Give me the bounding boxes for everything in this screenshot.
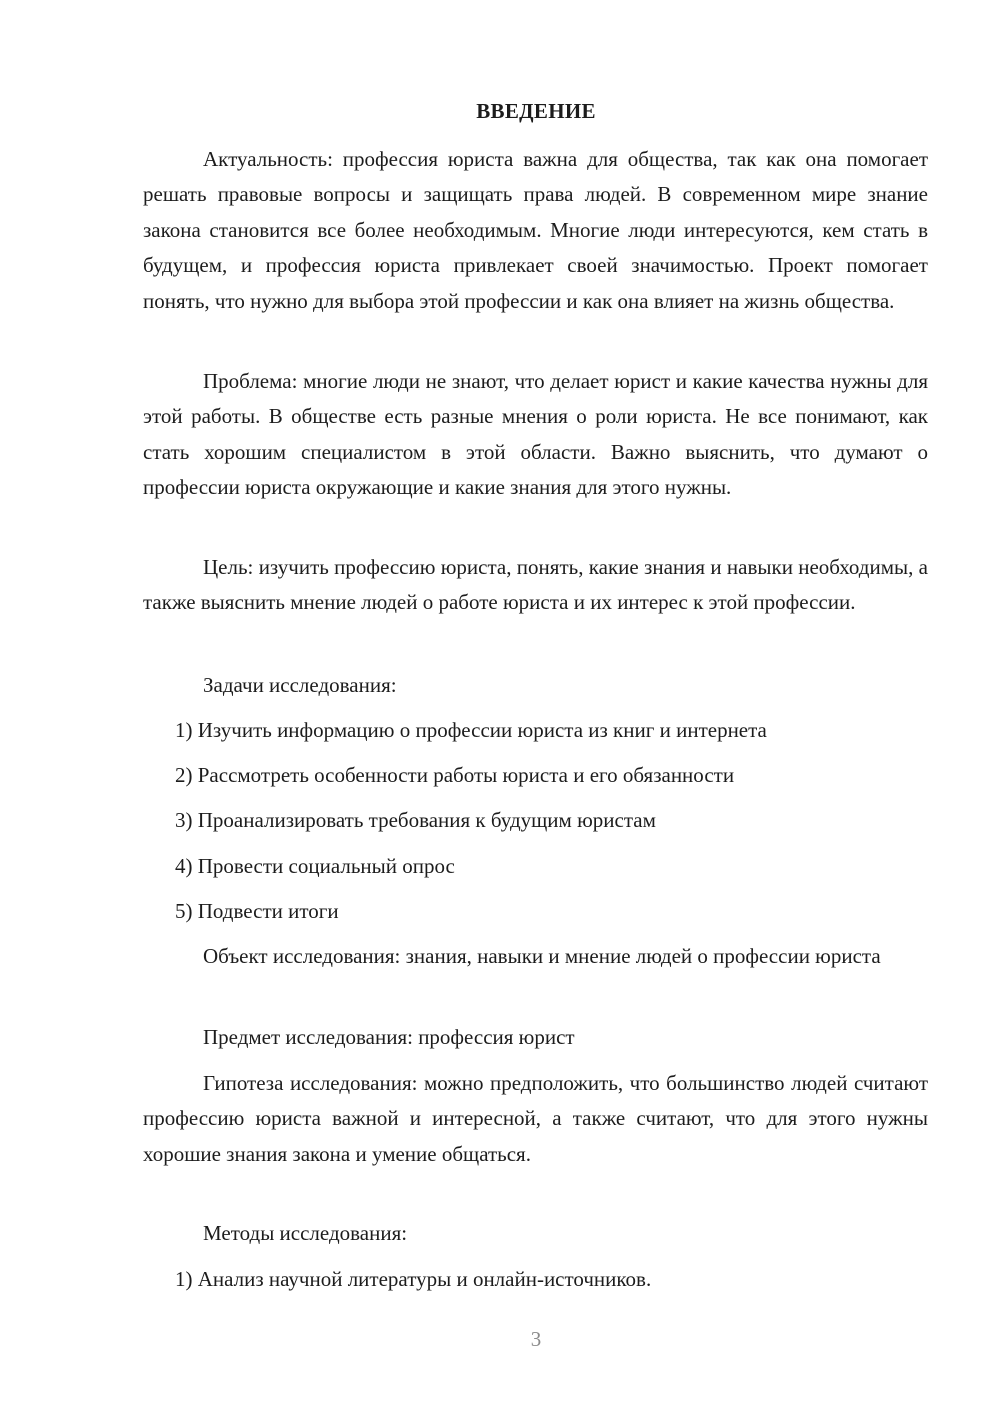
paragraph-subject: Предмет исследования: профессия юрист <box>203 1025 575 1049</box>
paragraph-goal: Цель: изучить профессию юриста, понять, какие знания и навыки необходимы, а также выяснить мнение людей о работе юриста и их интерес к этой профессии. <box>143 555 928 615</box>
method-item: 1) Анализ научной литературы и онлайн-источников. <box>175 1267 652 1291</box>
task-item: 5) Подвести итоги <box>175 899 339 923</box>
task-item: 2) Рассмотреть особенности работы юриста и его обязанности <box>175 763 735 787</box>
paragraph-object: Объект исследования: знания, навыки и мнение людей о профессии юриста <box>203 944 881 968</box>
methods-heading: Методы исследования: <box>203 1221 408 1245</box>
task-item: 1) Изучить информацию о профессии юриста из книг и интернета <box>175 718 767 742</box>
section-title: ВВЕДЕНИЕ <box>476 99 596 123</box>
paragraph-problem: Проблема: многие люди не знают, что делает юрист и какие качества нужны для этой работы. В обществе есть разные мнения о роли юриста. Не все понимают, как стать хорошим специалистом в этой области. Важно выяснить, что думают о профессии юриста окружающие и какие знания для этого нужны. <box>143 369 928 500</box>
task-item: 3) Проанализировать требования к будущим юристам <box>175 808 656 832</box>
task-item: 4) Провести социальный опрос <box>175 854 455 878</box>
tasks-heading: Задачи исследования: <box>203 673 397 697</box>
paragraph-hypothesis: Гипотеза исследования: можно предположить, что большинство людей считают профессию юриста важной и интересной, а также считают, что для этого нужны хорошие знания закона и умение общаться. <box>143 1071 928 1166</box>
paragraph-relevance: Актуальность: профессия юриста важна для общества, так как она помогает решать правовые вопросы и защищать права людей. В современном мире знание закона становится все более необходимым. Многие люди интересуются, кем стать в будущем, и профессия юриста привлекает своей значимостью. Проект помогает понять, что нужно для выбора этой профессии и как она влияет на жизнь общества. <box>143 147 928 313</box>
page-number: 3 <box>530 1327 542 1351</box>
